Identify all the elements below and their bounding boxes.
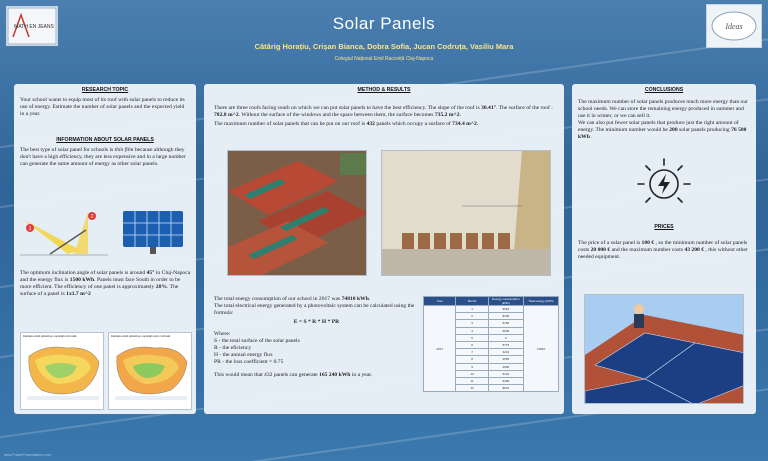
lightning-icon	[634, 156, 694, 212]
table-cell-month: 12	[456, 385, 488, 392]
result-text: This would mean that 432 panels can generate 165 240 kWh in a year.	[214, 372, 373, 378]
table-cell-month: 6	[456, 341, 488, 348]
table-row	[424, 306, 559, 313]
prices-text: The price of a solar panel is 100 € , so the minimum number of solar panels costs 20 000 € and the maximum number costs 43 200 € , this without other needed equipment.	[578, 240, 748, 260]
solar-radiation-map-horizontal: Radiația solară globală pe suprafață orizontală	[20, 332, 104, 410]
consumption-text: The total energy consumption of our school in 2017 was 74810 kWh.	[214, 296, 371, 302]
info-text: The best type of solar panel for schools is thin film because although they don't have a high efficiency, they are less expensive and in a large number can generate the same amount of energy as other solar panels.	[20, 147, 186, 167]
optimum-angle-text: The optimum inclination angle of solar panels is around 45° in Cluj-Napoca and the energy flux is 1500 kWh. Panels must face South in order to be more efficient. The efficiency of one panel is approximately 20%. The surface of a panel is 1x1.7 m^2	[20, 270, 191, 297]
table-cell-consumption: 9155	[488, 320, 523, 327]
research-topic-heading: RESEARCH TOPIC	[81, 87, 129, 93]
svg-text:Ideas: Ideas	[725, 22, 743, 31]
energy-consumption-table	[423, 296, 559, 392]
table-cell-consumption: 8921	[488, 385, 523, 392]
table-header-consumption: Energy consumption (kWh)	[488, 297, 523, 306]
conclusions-text: The maximum number of solar panels produces much more energy than our school needs. We can store the remaining energy produced in summer and use it in winter, or we can sell it.	[578, 99, 748, 119]
research-topic-text: Your school wants to equip most of its roof with solar panels to reduce its use of energy. Estimate the number of solar panels and the expected yield in a year.	[20, 97, 185, 117]
table-cell-consumption: 2960	[488, 363, 523, 370]
left-column	[14, 84, 196, 414]
energy-formula: E = S * R * H * PR	[293, 319, 340, 325]
solar-radiation-map-inclined: Radiația solară globală pe suprafață optim înclinată	[108, 332, 192, 410]
table-cell-year: 2017	[424, 306, 456, 392]
conclusions-heading: CONCLUSIONS	[644, 87, 684, 93]
footer-url: www.PosterPresentations.com	[4, 453, 52, 457]
authors-line: Câtârig Horațiu, Crișan Bianca, Dobra Sofia, Jucan Codruța, Vasiliu Mara	[254, 42, 514, 51]
svg-text:MATH EN JEANS: MATH EN JEANS	[14, 24, 54, 30]
classroom-photo	[381, 150, 551, 276]
table-cell-consumption: 5101	[488, 370, 523, 377]
poster-title: Solar Panels	[332, 14, 436, 33]
table-cell-month: 5	[456, 334, 488, 341]
installer-photo	[584, 294, 744, 404]
poster-header	[0, 0, 768, 74]
solar-panel-icon	[122, 210, 184, 256]
info-heading: INFORMATION ABOUT SOLAR PANELS	[56, 137, 154, 143]
method-heading: METHOD & RESULTS	[357, 87, 411, 93]
roof-description: There are three roofs facing south on which we can put solar panels to have the best efficiency. The slope of the roof is 30.41°. The surface of the roof : 782.8 m^2. Without the surface of the windows and the space between them, the surface becomes 735.2 m^2.	[214, 105, 553, 118]
table-cell-month: 10	[456, 370, 488, 377]
svg-text:2: 2	[90, 214, 94, 220]
prices-heading: PRICES	[654, 224, 674, 230]
table-cell-month: 1	[456, 306, 488, 313]
svg-text:1: 1	[28, 226, 32, 232]
formula-intro: The total electrical energy generated by a photovoltaic system can be calculated using the formula:	[214, 303, 415, 316]
table-cell-month: 3	[456, 320, 488, 327]
table-cell-month: 4	[456, 327, 488, 334]
roof-aerial-photo	[227, 150, 367, 276]
definition-h: H - the annual energy flux	[214, 352, 273, 358]
table-cell-consumption: 3241	[488, 349, 523, 356]
table-cell-month: 9	[456, 363, 488, 370]
table-cell-month: 2	[456, 313, 488, 320]
panel-capacity-text: The maximum number of solar panels that can be put on our roof is 432 panels which occupy a surface of 734.4 m^2.	[214, 121, 479, 127]
school-name: Colegiul Național Emil Racoviță Cluj-Napoca	[334, 56, 434, 62]
definition-pr: PR - the loss coefficient = 0.75	[214, 359, 284, 365]
middle-column	[204, 84, 564, 414]
table-cell-month: 7	[456, 349, 488, 356]
sun-angle-diagram	[20, 210, 108, 256]
table-cell-consumption: 6045	[488, 327, 523, 334]
energy-calculation	[214, 296, 419, 379]
ideas-logo	[706, 4, 762, 48]
table-cell-consumption: 2555	[488, 356, 523, 363]
right-column	[572, 84, 756, 414]
table-cell-consumption: 9409	[488, 377, 523, 384]
definition-r: R - the eficiency	[214, 345, 252, 351]
table-cell-consumption: 5773	[488, 341, 523, 348]
table-cell-consumption: 8196	[488, 313, 523, 320]
definition-s: S - the total surface of the solar panels	[214, 338, 300, 344]
where-label: Where:	[214, 331, 231, 337]
table-header-year: Year	[424, 297, 456, 306]
table-cell-month: 8	[456, 356, 488, 363]
table-header-total: Total energy (kWh)	[523, 297, 558, 306]
table-cell-month: 11	[456, 377, 488, 384]
table-cell-consumption: 0	[488, 334, 523, 341]
table-cell-total: 74810	[523, 306, 558, 392]
table-cell-consumption: 9954	[488, 306, 523, 313]
table-header-month: Month	[456, 297, 488, 306]
conclusions-text-2: We can also put fewer solar panels that produce just the right amount of energy. The minimum number would be 200 solar panels producing 76 500 kWh .	[578, 120, 747, 140]
